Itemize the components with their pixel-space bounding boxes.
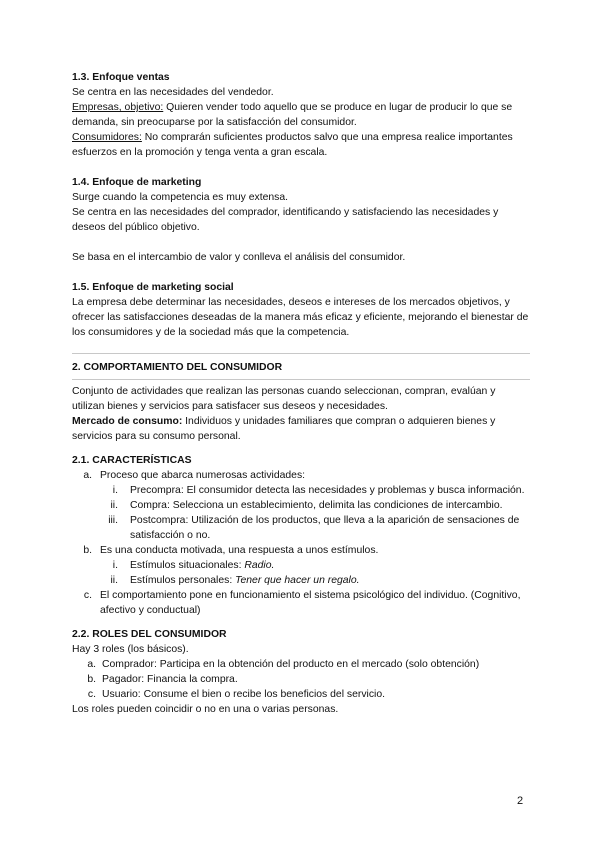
list-item: [72, 672, 530, 687]
list-item: [72, 468, 530, 483]
list-marker: c.: [87, 689, 96, 700]
list-item-example: Radio.: [244, 560, 275, 571]
list-marker: ii.: [110, 575, 118, 586]
horizontal-rule: [72, 353, 530, 354]
roles-list: [72, 657, 530, 702]
list-marker: i.: [112, 485, 118, 496]
paragraph: Hay 3 roles (los básicos).: [72, 644, 189, 655]
list-item-example: Tener que hacer un regalo.: [235, 575, 360, 586]
section-2-2-heading: 2.2. ROLES DEL CONSUMIDOR: [72, 629, 227, 640]
list-item-label: Estímulos situacionales:: [130, 560, 245, 571]
paragraph: La empresa debe determinar las necesidades, deseos e intereses de los mercados objetivos, y ofrecer las satisfacciones deseadas de la manera más eficaz y eficiente, mejorando el bienestar de los consumidores y de la sociedad más que la competencia.: [72, 297, 529, 338]
paragraph: Se centra en las necesidades del vendedor.: [72, 87, 274, 98]
list-item: [72, 657, 530, 672]
list-item-text: Usuario: Consume el bien o recibe los beneficios del servicio.: [102, 689, 385, 700]
paragraph-text: Quieren vender todo aquello que se produce en lugar de producir lo que se demanda, sin preocuparse por la satisfacción del consumidor.: [72, 102, 513, 128]
sub-list-item: [72, 498, 530, 513]
underlined-label: Consumidores:: [72, 132, 142, 143]
bold-label: Mercado de consumo:: [72, 416, 183, 427]
sub-list-item: [72, 513, 530, 543]
paragraph: [72, 414, 530, 444]
document-page: [72, 70, 530, 717]
list-marker: iii.: [108, 515, 118, 526]
list-item-text: Comprador: Participa en la obtención del producto en el mercado (solo obtención): [102, 659, 480, 670]
list-marker: ii.: [110, 500, 118, 511]
list-item-text: El comportamiento pone en funcionamiento el sistema psicológico del individuo. (Cognitivo, afectivo y conductual): [100, 590, 521, 616]
list-item-text: Proceso que abarca numerosas actividades:: [100, 470, 306, 481]
list-marker: b.: [83, 545, 92, 556]
section-1-4-heading: 1.4. Enfoque de marketing: [72, 177, 202, 188]
list-item-text: Pagador: Financia la compra.: [102, 674, 238, 685]
paragraph-text: Individuos y unidades familiares que compran o adquieren bienes y servicios para su consumo personal.: [72, 416, 496, 442]
list-marker: c.: [83, 590, 92, 601]
list-item-text: Precompra: El consumidor detecta las necesidades y problemas y busca información.: [130, 485, 525, 496]
paragraph: [72, 130, 530, 160]
list-item-text: Compra: Selecciona un establecimiento, delimita las condiciones de intercambio.: [130, 500, 503, 511]
paragraph: Se basa en el intercambio de valor y conlleva el análisis del consumidor.: [72, 252, 406, 263]
list-marker: b.: [87, 674, 96, 685]
list-item-text: Es una conducta motivada, una respuesta a unos estímulos.: [100, 545, 379, 556]
paragraph: Surge cuando la competencia es muy extensa.: [72, 192, 289, 203]
paragraph: Conjunto de actividades que realizan las personas cuando seleccionan, compran, evalúan y utilizan bienes y servicios para satisfacer sus deseos y necesidades.: [72, 386, 496, 412]
page-number: 2: [517, 795, 524, 807]
list-item: [72, 588, 530, 618]
section-2-heading: 2. COMPORTAMIENTO DEL CONSUMIDOR: [72, 362, 283, 373]
characteristics-list: [72, 468, 530, 618]
list-item-text: Postcompra: Utilización de los productos, que lleva a la aparición de sensaciones de satisfacción o no.: [130, 515, 520, 541]
list-marker: a.: [83, 470, 92, 481]
sub-list-item: [72, 483, 530, 498]
paragraph: Los roles pueden coincidir o no en una o varias personas.: [72, 704, 339, 715]
list-item: [72, 687, 530, 702]
list-item: [72, 543, 530, 558]
paragraph: [72, 100, 530, 130]
list-marker: i.: [112, 560, 118, 571]
paragraph-text: No comprarán suficientes productos salvo que una empresa realice importantes esfuerzos en la promoción y tenga venta a gran escala.: [72, 132, 513, 158]
list-marker: a.: [87, 659, 96, 670]
sub-list-item: [72, 573, 530, 588]
paragraph: Se centra en las necesidades del comprador, identificando y satisfaciendo las necesidades y deseos del público objetivo.: [72, 207, 499, 233]
section-2-1-heading: 2.1. CARACTERÍSTICAS: [72, 455, 192, 466]
sub-list-item: [72, 558, 530, 573]
section-1-5-heading: 1.5. Enfoque de marketing social: [72, 282, 234, 293]
list-item-label: Estímulos personales:: [130, 575, 236, 586]
underlined-label: Empresas, objetivo:: [72, 102, 164, 113]
section-1-3-heading: 1.3. Enfoque ventas: [72, 72, 170, 83]
